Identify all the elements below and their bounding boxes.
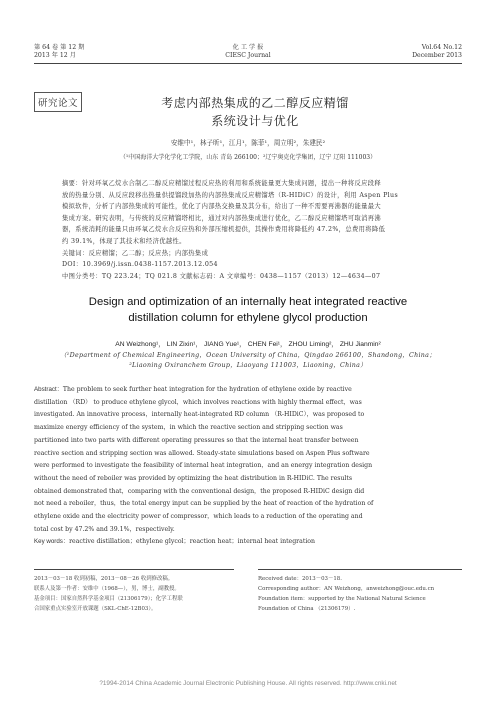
footnote-rule-left	[34, 569, 234, 570]
en-abstract-line: obtained demonstrated that，comparing with the conventional design，the proposed R-HIDiC design did	[34, 487, 365, 495]
en-abstract-line: distillation （RD） to produce ethylene glycol，which involves reactions with highly thermal effect，was	[34, 398, 362, 406]
cn-abstract-line: 器，系统消耗的能量只由环氧乙烷水合反应热和外部压缩机提供，其操作费用将降低约 47.2%，总费用将降低	[62, 226, 386, 234]
en-abstract-line: ethylene oxide and the electricity power of compressor，which leads to a reduction of the operating and	[34, 513, 363, 521]
footnote-en-line: Foundation of China （21306179）.	[258, 606, 356, 612]
en-title-line1: Design and optimization of an internally heat integrated reactive	[88, 296, 408, 308]
footnote-cn-line: 基金项目：国家自然科学基金项目（21306179）；化学工程联	[34, 596, 183, 602]
en-abstract	[34, 384, 462, 549]
en-abstract-line: without the need of reboiler was provided by optimizing the heat distribution in R-HIDiC. The results	[34, 474, 353, 482]
en-abstract-line	[34, 384, 462, 397]
footnote-en-line: Corresponding author：AN Weizhong，anweizhong@ouc.edu.cn	[258, 586, 435, 592]
journal-name	[208, 44, 288, 60]
en-abstract-line: not need a reboiler，thus，the total energy input can be supplied by the heat of reaction of the hydration of	[34, 500, 374, 508]
copyright-footer: ?1994-2014 China Academic Journal Electronic Publishing House. All rights reserved. http://www.cnki.net	[99, 680, 397, 687]
en-affiliation	[30, 351, 466, 371]
cn-classification: 中图分类号：TQ 223.24；TQ 021.8 文献标志码：A 文章编号：0438—1157（2013）12—4634—07	[62, 272, 381, 280]
cn-title	[100, 94, 410, 130]
en-keywords-line	[34, 536, 462, 549]
journal-volume-issue	[34, 44, 84, 60]
footnote-cn-line: 合国家重点实验室开放课题（SKL-ChE-12B03）。	[34, 606, 157, 612]
en-affil-line2: ²Liaoning Oxiranchem Group，Liaoyang 111003，Liaoning，China）	[129, 362, 367, 369]
en-abstract-text: The problem to seek further heat integration for the hydration of ethylene oxide by reactive	[62, 386, 352, 393]
cn-title-line1: 考虑内部热集成的乙二醇反应精馏	[161, 96, 349, 110]
journal-volume-en	[412, 44, 462, 60]
footnote-cn-line: 2013－03－18 收到初稿，2013－08－26 收到修改稿。	[34, 576, 174, 582]
cn-abstract-line: 模拟软件，分析了内部热集成的可能性，优化了内部热交换量及其分布，给出了一种不需要再沸器的能量最大	[62, 203, 382, 211]
cn-abstract-line: 集成方案。研究表明，与传统的反应精馏塔相比，通过对内部热集成进行优化，乙二醇反应精馏塔可取消再沸	[62, 214, 382, 222]
en-abstract-line: reactive section and stripping section was allowed. Steady-state simulations based on Aspen Plus software	[34, 449, 370, 457]
cn-abstract-line: 摘要：针对环氧乙烷水合制乙二醇反应精馏过程反应热的利用和系统能量更大集成问题，提出一种将反应段释	[62, 180, 382, 187]
footnote-en-line: Received date：2013－03－18.	[258, 576, 342, 582]
research-article-badge: 研究论文	[34, 92, 82, 112]
en-title-line2: distillation column for ethylene glycol production	[128, 312, 368, 324]
en-abstract-line: total cost by 47.2% and 39.1%，respectively.	[34, 525, 175, 533]
date-en: December 2013	[412, 52, 462, 59]
cn-affiliation: （¹中国海洋大学化学化工学院，山东 青岛 266100；²辽宁奥克化学集团，辽宁 辽阳 111003）	[119, 154, 377, 161]
footnote-en	[258, 574, 464, 614]
journal-name-en: CIESC Journal	[225, 52, 271, 59]
cn-title-line2: 系统设计与优化	[211, 114, 299, 128]
en-keywords: reactive distillation；ethylene glycol；reaction heat；internal heat integration	[69, 538, 316, 546]
cn-abstract-line: 放的热量分别、从反应段移出热量供提馏段加热的内部热集成反应精馏塔（R-HIDiC）的设计，利用 Aspen Plus	[62, 191, 399, 199]
en-title	[40, 294, 456, 326]
en-abstract-line: maximize energy efficiency of the system，in which the reactive section and stripping section was	[34, 424, 343, 432]
en-affil-line1: （¹Department of Chemical Engineering，Ocean University of China，Qingdao 266100，Shandong，China；	[60, 352, 436, 359]
en-abstract-line: investigated. An innovative process，internally heat-integrated RD column （R-HIDiC），was proposed to	[34, 411, 365, 419]
footnote-cn	[34, 574, 244, 614]
cn-abstract-line: 约 39.1%，体现了其技术和经济优越性。	[62, 237, 186, 245]
en-authors: AN Weizhong¹， LIN Zixin¹， JIANG Yue¹， CHEN Fei¹， ZHOU Liming²， ZHU Jianmin²	[115, 341, 381, 348]
cn-authors: 安维中¹，林子昕¹，江月¹，陈菲¹，周立明²，朱建民²	[170, 139, 326, 147]
volume-issue-en: Vol.64 No.12	[421, 44, 462, 51]
footnote-cn-line: 联系人及第一作者：安维中（1968—），男，博士，副教授。	[34, 586, 180, 592]
cn-abstract	[62, 178, 436, 282]
date-cn: 2013 年 12 月	[34, 52, 76, 59]
en-abstract-line: were performed to investigate the feasibility of internal heat integration，and an energy integration design	[34, 462, 373, 470]
journal-name-cn: 化 工 学 报	[232, 44, 264, 51]
en-keywords-label: Key words：	[34, 538, 70, 546]
en-abstract-label: Abstract：	[34, 386, 63, 393]
header-rule	[34, 63, 462, 64]
footnote-rule-right	[258, 569, 462, 570]
en-abstract-line: partitioned into two parts with different operating pressures so that the internal heat transfer between	[34, 436, 359, 444]
volume-issue-cn: 第 64 卷 第 12 期	[34, 44, 85, 51]
cn-doi: DOI：10.3969/j.issn.0438-1157.2013.12.054	[62, 261, 218, 269]
cn-keywords: 关键词：反应精馏；乙二醇；反应热；内部热集成	[62, 249, 209, 257]
footnote-en-line: Foundation item：supported by the National Natural Science	[258, 596, 426, 602]
